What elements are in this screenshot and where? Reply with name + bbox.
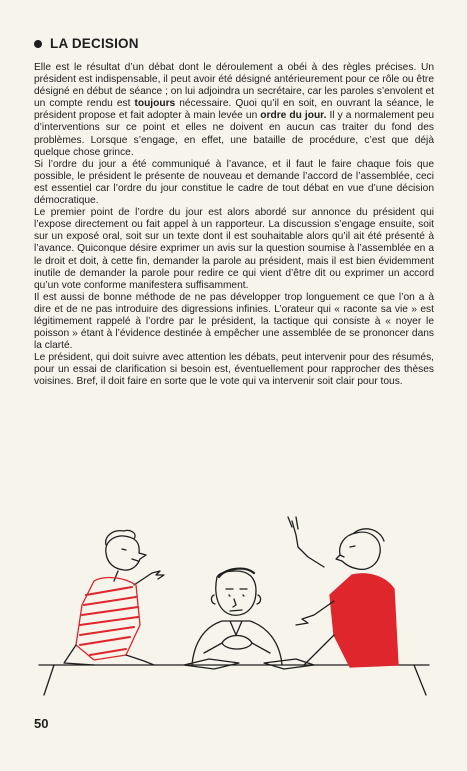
papers: [264, 659, 314, 669]
left-speaker: [64, 530, 164, 665]
paragraph: Il est aussi de bonne méthode de ne pas développer trop longuement ce que l’on a à dire et de ne pas introduire des digressions infinies. L’orateur qui « raconte sa vie » est légitimement rappelé à l’ordre par le président, la tactique qui consiste à « noyer le poisson » étant à l’évidence destinée à empêcher une assemblée de se prononcer dans la clarté.: [34, 291, 434, 352]
paragraph: Elle est le résultat d’un débat dont le déroulement a obéi à des règles précises. Un président est indispensable, il peut avoir été désigné antérieurement pour ce rôle ou être désigné en début de séance ; on lui adjoindra un secrétaire, car les paroles s’envolent et un compte rendu est toujours nécessaire. Quoi qu’il en soit, en ouvrant la séance, le président propose et fait adopter à main levée un ordre du jour. Il y a normalement peu d’interventions sur ce point et elles ne doivent en aucun cas traiter du fond des problèmes. Lorsque s’engage, en effet, une bataille de procédure, c’est que déjà quelque chose grince.: [34, 62, 434, 158]
paragraph: Si l’ordre du jour a été communiqué à l’avance, et il faut le faire chaque fois que possible, le président le présente de nouveau et demande l’accord de l’assemblée, ceci est essentiel car l’ordre du jour constitue le cadre de tout débat en vue d’une décision démocratique.: [34, 158, 434, 207]
bullet-icon: [34, 40, 42, 48]
paragraph: Le président, qui doit suivre avec attention les débats, peut intervenir pour des résumés, pour un essai de clarification si besoin est, éventuellement pour rapprocher des thèses voisines. Bref, il doit faire en sorte que le vote qui va intervenir soit clair pour tous.: [34, 352, 434, 388]
paragraph: Le premier point de l’ordre du jour est alors abordé sur annonce du président qui l’expose directement ou fait appel à un rapporteur. La discussion s’engage ensuite, soit sur un exposé oral, soit sur un texte dont il est souhaitable alors qu’il ait été présenté à l’avance. Quiconque désire exprimer un avis sur la question soumise à l’assemblée en a le droit et doit, à cette fin, demander la parole au président, mais il est bien évidemment inutile de demander la parole pour redire ce qui vient d’être dit ou exprimer un accord qu’un vote conforme manifestera suffisamment.: [34, 207, 434, 291]
section-heading: [34, 36, 139, 51]
body-text: [34, 62, 434, 389]
page-number: 50: [34, 716, 49, 731]
chairman: [192, 569, 282, 665]
table-legs: [44, 665, 426, 695]
section-title: LA DECISION: [50, 36, 139, 51]
right-speaker: [288, 517, 398, 667]
debate-illustration: [34, 515, 434, 705]
